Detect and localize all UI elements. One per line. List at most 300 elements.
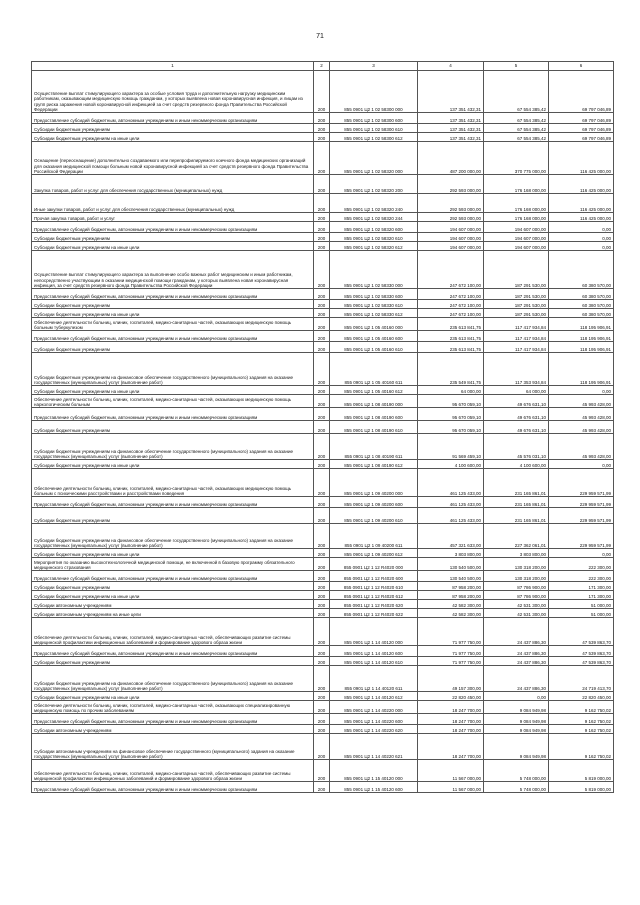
row-classification: 855 0901 Ц2 1 12 R4020 000 [330,558,418,571]
row-code: 200 [314,734,330,760]
row-description: Обеспечение деятельности больниц, клиник, госпиталей, медико-санитарных частей, оказывающих медицинскую помощь больным туберкулезом [32,318,314,331]
row-amount-remaining: 118 195 906,91 [549,331,614,342]
row-amount-executed: 176 168 000,00 [484,175,549,194]
row-classification: 855 0901 Ц2 1 14 40120 611 [330,666,418,692]
row-amount-executed: 187 291 530,00 [484,289,549,300]
row-description: Предоставление субсидий бюджетным, автономным учреждениям и иным некоммерческим организациям [32,331,314,342]
row-description: Предоставление субсидий бюджетным, автономным учреждениям и иным некоммерческим организациям [32,714,314,725]
row-amount-remaining: 45 993 428,00 [549,408,614,421]
table-row [32,395,614,408]
row-code: 200 [314,646,330,657]
row-amount-plan: 235 613 841,75 [418,342,484,353]
row-amount-remaining: 222 300,00 [549,571,614,582]
row-amount-remaining: 118 195 906,91 [549,318,614,331]
row-amount-executed: 187 291 530,00 [484,251,549,289]
row-amount-plan: 194 607 000,00 [418,222,484,233]
row-description: Предоставление субсидий бюджетным, автономным учреждениям и иным некоммерческим организациям [32,222,314,233]
row-amount-plan: 87 958 200,00 [418,591,484,600]
table-row [32,194,614,213]
column-header: 2 [314,62,330,71]
row-amount-plan: 64 000,00 [418,386,484,395]
row-description: Мероприятия по оказанию высокотехнологичной медицинской помощи, не включенной в базовую программу обязательного медицинского страхования [32,558,314,571]
row-classification: 855 0901 Ц2 1 12 R4020 622 [330,609,418,618]
row-amount-remaining: 45 993 428,00 [549,421,614,434]
row-code: 200 [314,434,330,460]
row-amount-remaining: 5 819 000,00 [549,782,614,793]
table-row [32,124,614,133]
row-description: Предоставление субсидий бюджетным, автономным учреждениям и иным некоммерческим организациям [32,113,314,124]
row-code: 200 [314,692,330,701]
row-amount-plan: 95 670 059,10 [418,408,484,421]
row-amount-executed: 49 676 631,10 [484,421,549,434]
row-amount-executed: 194 607 000,00 [484,222,549,233]
row-code: 200 [314,469,330,497]
row-amount-executed: 42 531 300,00 [484,609,549,618]
row-description: Осуществление выплат стимулирующего характера за особые условия труда и дополнительную нагрузку медицинским работникам, оказывающим медицинскую помощь гражданам, у которых выявлена новая коронавирусная инфекция, и лицам из групп риска заражения новой коронавирусной инфекцией за счет средств резервного фонда Правительства Российской Федерации [32,71,314,113]
row-classification: 855 0901 Ц2 1 02 58330 610 [330,300,418,309]
row-description: Предоставление субсидий бюджетным, автономным учреждениям и иным некоммерческим организациям [32,646,314,657]
row-code: 200 [314,782,330,793]
row-amount-plan: 95 670 059,10 [418,421,484,434]
row-classification: 855 0901 Ц2 1 05 40160 610 [330,342,418,353]
row-code: 200 [314,331,330,342]
row-amount-plan: 71 977 750,00 [418,657,484,666]
row-code: 200 [314,408,330,421]
row-amount-plan: 461 125 433,00 [418,508,484,524]
row-description: Субсидии бюджетным учреждениям на финансовое обеспечение государственного (муниципального) задания на оказание государственных (муниципальных) услуг (выполнение работ) [32,353,314,386]
row-classification: 855 0901 Ц2 1 08 40190 000 [330,395,418,408]
row-description: Субсидии бюджетным учреждениям на иные цели [32,591,314,600]
row-amount-plan: 22 820 450,00 [418,692,484,701]
row-classification: 855 0901 Ц2 1 02 58320 240 [330,194,418,213]
table-row [32,71,614,113]
row-description: Субсидии бюджетным учреждениям [32,508,314,524]
row-code: 200 [314,242,330,251]
table-row [32,408,614,421]
row-amount-executed: 231 165 861,01 [484,497,549,508]
row-amount-executed: 45 576 031,10 [484,434,549,460]
table-row [32,571,614,582]
row-amount-remaining: 60 380 570,00 [549,309,614,318]
row-code: 200 [314,309,330,318]
column-header: 6 [549,62,614,71]
row-classification: 855 0901 Ц2 1 12 R4020 600 [330,571,418,582]
row-classification: 855 0901 Ц2 1 02 58300 600 [330,113,418,124]
table-row [32,233,614,242]
row-code: 200 [314,591,330,600]
row-amount-plan: 42 582 300,00 [418,609,484,618]
row-code: 200 [314,142,330,175]
row-amount-executed: 117 417 934,84 [484,331,549,342]
table-row [32,113,614,124]
column-header: 4 [418,62,484,71]
row-description: Субсидии автономным учреждениям [32,725,314,734]
row-classification: 855 0901 Ц2 1 09 40200 611 [330,524,418,549]
row-classification: 855 0901 Ц2 1 09 40200 612 [330,549,418,558]
row-description: Субсидии бюджетным учреждениям на иные цели [32,242,314,251]
row-amount-remaining: 24 719 413,70 [549,666,614,692]
row-description: Обеспечение деятельности больниц, клиник, госпиталей, медико-санитарных частей, оказывающих специализированную медицинскую помощь по прочим заболеваниям [32,701,314,714]
row-description: Субсидии бюджетным учреждениям [32,421,314,434]
row-amount-remaining: 9 162 750,02 [549,734,614,760]
row-amount-executed: 49 676 631,10 [484,408,549,421]
row-amount-plan: 91 569 459,10 [418,434,484,460]
row-description: Предоставление субсидий бюджетным, автономным учреждениям и иным некоммерческим организациям [32,782,314,793]
row-amount-remaining: 116 425 000,00 [549,194,614,213]
row-description: Субсидии бюджетным учреждениям на финансовое обеспечение государственного (муниципального) задания на оказание государственных (муниципальных) услуг (выполнение работ) [32,666,314,692]
row-classification: 855 0901 Ц2 1 14 40220 600 [330,714,418,725]
row-amount-executed: 87 786 900,00 [484,582,549,591]
row-description: Обеспечение деятельности больниц, клиник, госпиталей, медико-санитарных частей, оказывающих медицинскую помощь больным с психическими расстройствами и расстройствами поведения [32,469,314,497]
table-row [32,309,614,318]
row-amount-remaining: 116 425 000,00 [549,142,614,175]
row-amount-plan: 4 100 600,00 [418,460,484,469]
row-amount-executed: 24 437 886,30 [484,646,549,657]
row-description: Осуществление выплат стимулирующего характера за выполнение особо важных работ медицинским и иным работникам, непосредственно участвующим в оказании медицинской помощи гражданам, у которых выявлена новая коронавирусная инфекция, за счет средств резервного фонда Правительства Российской Федерации [32,251,314,289]
budget-table [31,61,614,793]
row-classification: 855 0901 Ц2 1 15 40120 600 [330,782,418,793]
table-row [32,133,614,142]
row-amount-remaining: 116 425 000,00 [549,175,614,194]
row-code: 200 [314,524,330,549]
table-row [32,175,614,194]
table-row [32,582,614,591]
row-description: Предоставление субсидий бюджетным, автономным учреждениям и иным некоммерческим организациям [32,408,314,421]
row-amount-executed: 9 084 949,98 [484,734,549,760]
row-classification: 855 0901 Ц2 1 08 40190 610 [330,421,418,434]
row-amount-remaining: 60 380 570,00 [549,300,614,309]
row-amount-executed: 231 165 861,01 [484,508,549,524]
row-amount-executed: 9 084 949,98 [484,714,549,725]
row-amount-plan: 457 321 633,00 [418,524,484,549]
row-description: Субсидии бюджетным учреждениям на иные цели [32,133,314,142]
row-amount-executed: 24 437 886,30 [484,618,549,646]
row-classification: 855 0901 Ц2 1 09 40200 600 [330,497,418,508]
row-code: 200 [314,508,330,524]
row-description: Субсидии бюджетным учреждениям на иные цели [32,309,314,318]
row-code: 200 [314,460,330,469]
row-code: 200 [314,582,330,591]
row-description: Предоставление субсидий бюджетным, автономным учреждениям и иным некоммерческим организациям [32,571,314,582]
row-description: Субсидии бюджетным учреждениям на иные цели [32,692,314,701]
row-code: 200 [314,289,330,300]
table-row [32,591,614,600]
table-row [32,760,614,782]
table-row [32,469,614,497]
row-amount-executed: 370 775 000,00 [484,142,549,175]
table-row [32,142,614,175]
row-amount-executed: 87 786 900,00 [484,591,549,600]
row-amount-plan: 194 607 000,00 [418,242,484,251]
row-description: Субсидии бюджетным учреждениям на иные цели [32,460,314,469]
row-amount-remaining: 69 797 046,89 [549,71,614,113]
row-code: 200 [314,318,330,331]
row-amount-remaining: 47 539 863,70 [549,618,614,646]
row-amount-plan: 461 125 433,00 [418,497,484,508]
row-amount-executed: 24 437 886,30 [484,666,549,692]
table-row [32,434,614,460]
row-code: 200 [314,113,330,124]
row-code: 200 [314,497,330,508]
column-header: 3 [330,62,418,71]
row-amount-remaining: 0,00 [549,222,614,233]
row-amount-remaining: 229 959 571,99 [549,524,614,549]
row-description: Субсидии бюджетным учреждениям [32,582,314,591]
row-description: Субсидии бюджетным учреждениям [32,124,314,133]
table-header-row [32,62,614,71]
row-code: 200 [314,233,330,242]
row-amount-remaining: 47 539 863,70 [549,646,614,657]
row-amount-plan: 487 200 000,00 [418,142,484,175]
row-description: Субсидии бюджетным учреждениям на финансовое обеспечение государственного (муниципального) задания на оказание государственных (муниципальных) услуг (выполнение работ) [32,434,314,460]
row-classification: 855 0901 Ц2 1 08 40190 612 [330,460,418,469]
row-code: 200 [314,558,330,571]
table-row [32,342,614,353]
row-amount-plan: 137 351 432,31 [418,133,484,142]
row-description: Субсидии бюджетным учреждениям [32,342,314,353]
row-code: 200 [314,549,330,558]
row-amount-remaining: 229 959 571,99 [549,469,614,497]
row-amount-plan: 18 247 700,00 [418,714,484,725]
row-code: 200 [314,213,330,222]
row-amount-remaining: 9 162 750,02 [549,714,614,725]
row-description: Субсидии бюджетным учреждениям на иные цели [32,386,314,395]
row-amount-remaining: 171 300,00 [549,591,614,600]
row-code: 200 [314,222,330,233]
row-amount-plan: 247 672 100,00 [418,251,484,289]
row-amount-plan: 137 351 432,31 [418,124,484,133]
row-code: 200 [314,175,330,194]
row-amount-plan: 292 593 000,00 [418,213,484,222]
table-row [32,692,614,701]
table-row [32,558,614,571]
row-classification: 855 0901 Ц2 1 05 40160 611 [330,353,418,386]
row-amount-remaining: 22 820 450,00 [549,692,614,701]
row-description: Субсидии бюджетным учреждениям на иные цели [32,549,314,558]
row-code: 200 [314,124,330,133]
row-code: 200 [314,666,330,692]
row-code: 200 [314,760,330,782]
row-code: 200 [314,251,330,289]
row-classification: 855 0901 Ц2 1 05 40160 600 [330,331,418,342]
row-amount-executed: 117 353 934,84 [484,353,549,386]
row-description: Предоставление субсидий бюджетным, автономным учреждениям и иным некоммерческим организациям [32,289,314,300]
row-amount-remaining: 116 425 000,00 [549,213,614,222]
row-amount-plan: 42 582 300,00 [418,600,484,609]
row-amount-plan: 130 540 500,00 [418,571,484,582]
column-header: 5 [484,62,549,71]
row-classification: 855 0901 Ц2 1 08 40190 611 [330,434,418,460]
row-amount-remaining: 0,00 [549,386,614,395]
row-description: Обеспечение деятельности больниц, клиник, госпиталей, медико-санитарных частей, обеспечивающих развитие системы медицинской профилактики инфекционных заболеваний и формирование здорового образа жизни [32,760,314,782]
row-classification: 855 0901 Ц2 1 02 58320 244 [330,213,418,222]
row-amount-plan: 49 157 300,00 [418,666,484,692]
row-code: 200 [314,300,330,309]
row-classification: 855 0901 Ц2 1 12 R4020 620 [330,600,418,609]
row-code: 200 [314,421,330,434]
table-row [32,609,614,618]
row-description: Предоставление субсидий бюджетным, автономным учреждениям и иным некоммерческим организациям [32,497,314,508]
row-amount-remaining: 47 539 863,70 [549,657,614,666]
table-row [32,549,614,558]
row-amount-remaining: 0,00 [549,460,614,469]
row-amount-plan: 18 247 700,00 [418,701,484,714]
row-description: Прочая закупка товаров, работ и услуг [32,213,314,222]
table-row [32,524,614,549]
row-amount-plan: 461 125 433,00 [418,469,484,497]
row-classification: 855 0901 Ц2 1 14 40120 000 [330,618,418,646]
row-amount-executed: 67 554 385,42 [484,71,549,113]
row-amount-executed: 42 531 300,00 [484,600,549,609]
row-amount-executed: 130 318 200,00 [484,558,549,571]
row-amount-remaining: 229 959 571,99 [549,497,614,508]
row-description: Обеспечение деятельности больниц, клиник, госпиталей, медико-санитарных частей, обеспечивающих развитие системы медицинской профилактики инфекционных заболеваний и формирование здорового образа жизни [32,618,314,646]
row-classification: 855 0901 Ц2 1 08 40190 600 [330,408,418,421]
row-amount-executed: 117 417 934,84 [484,342,549,353]
row-classification: 855 0901 Ц2 1 02 58320 610 [330,233,418,242]
row-classification: 855 0901 Ц2 1 02 58320 200 [330,175,418,194]
row-description: Субсидии бюджетным учреждениям на финансовое обеспечение государственного (муниципального) задания на оказание государственных (муниципальных) услуг (выполнение работ) [32,524,314,549]
table-row [32,734,614,760]
row-amount-plan: 18 247 700,00 [418,725,484,734]
row-amount-executed: 67 554 385,42 [484,133,549,142]
row-amount-remaining: 45 993 428,00 [549,395,614,408]
row-classification: 855 0901 Ц2 1 02 58300 610 [330,124,418,133]
table-row [32,222,614,233]
row-code: 200 [314,395,330,408]
column-header: 1 [32,62,314,71]
row-amount-plan: 247 672 100,00 [418,289,484,300]
row-amount-plan: 87 958 200,00 [418,582,484,591]
table-row [32,242,614,251]
row-amount-remaining: 5 819 000,00 [549,760,614,782]
row-amount-remaining: 171 300,00 [549,582,614,591]
row-amount-remaining: 229 959 571,99 [549,508,614,524]
table-row [32,318,614,331]
table-row [32,701,614,714]
table-row [32,725,614,734]
row-description: Закупка товаров, работ и услуг для обеспечения государственных (муниципальных) нужд [32,175,314,194]
row-classification: 855 0901 Ц2 1 12 R4020 610 [330,582,418,591]
row-code: 200 [314,133,330,142]
row-amount-executed: 3 803 800,00 [484,549,549,558]
row-amount-executed: 67 554 385,42 [484,113,549,124]
row-code: 200 [314,342,330,353]
table-row [32,213,614,222]
row-amount-executed: 64 000,00 [484,386,549,395]
table-row [32,646,614,657]
row-classification: 855 0901 Ц2 1 14 40220 000 [330,701,418,714]
row-amount-executed: 176 168 000,00 [484,213,549,222]
row-amount-executed: 176 168 000,00 [484,194,549,213]
row-amount-plan: 18 247 700,00 [418,734,484,760]
row-classification: 855 0901 Ц2 1 02 58300 612 [330,133,418,142]
row-amount-remaining: 0,00 [549,233,614,242]
table-row [32,508,614,524]
row-classification: 855 0901 Ц2 1 12 R4020 612 [330,591,418,600]
row-amount-executed: 4 100 600,00 [484,460,549,469]
table-row [32,666,614,692]
row-amount-executed: 231 165 861,01 [484,469,549,497]
row-amount-plan: 194 607 000,00 [418,233,484,242]
row-classification: 855 0901 Ц2 1 02 58300 000 [330,71,418,113]
row-amount-executed: 9 084 949,98 [484,725,549,734]
row-classification: 855 0901 Ц2 1 14 40220 621 [330,734,418,760]
row-amount-executed: 117 417 934,84 [484,318,549,331]
row-code: 200 [314,657,330,666]
table-row [32,657,614,666]
row-amount-executed: 194 607 000,00 [484,233,549,242]
table-row [32,600,614,609]
row-amount-executed: 187 291 530,00 [484,309,549,318]
row-amount-plan: 235 549 841,75 [418,353,484,386]
table-row [32,386,614,395]
row-amount-plan: 95 670 059,10 [418,395,484,408]
row-amount-plan: 247 672 100,00 [418,300,484,309]
row-amount-remaining: 69 797 046,89 [549,113,614,124]
row-description: Субсидии автономным учреждениям [32,600,314,609]
row-description: Субсидии бюджетным учреждениям [32,300,314,309]
table-row [32,460,614,469]
row-amount-executed: 24 437 886,30 [484,657,549,666]
row-description: Субсидии автономным учреждениям на иные цели [32,609,314,618]
row-description: Иные закупки товаров, работ и услуг для обеспечения государственных (муниципальных) нужд [32,194,314,213]
row-classification: 855 0901 Ц2 1 15 40120 000 [330,760,418,782]
row-code: 200 [314,618,330,646]
row-code: 200 [314,725,330,734]
row-classification: 855 0901 Ц2 1 02 58320 600 [330,222,418,233]
table-row [32,497,614,508]
row-classification: 855 0901 Ц2 1 05 40160 612 [330,386,418,395]
table-row [32,251,614,289]
row-classification: 855 0901 Ц2 1 02 58320 000 [330,142,418,175]
row-amount-plan: 11 567 000,00 [418,760,484,782]
table-row [32,618,614,646]
row-description: Субсидии бюджетным учреждениям [32,657,314,666]
row-amount-remaining: 0,00 [549,549,614,558]
row-code: 200 [314,386,330,395]
row-classification: 855 0901 Ц2 1 02 58330 612 [330,309,418,318]
table-row [32,353,614,386]
table-row [32,289,614,300]
row-amount-remaining: 51 000,00 [549,609,614,618]
table-row [32,421,614,434]
row-amount-remaining: 69 797 046,89 [549,133,614,142]
row-code: 200 [314,194,330,213]
row-classification: 855 0901 Ц2 1 02 58320 612 [330,242,418,251]
row-amount-executed: 9 084 949,98 [484,701,549,714]
table-body [32,71,614,793]
row-code: 200 [314,353,330,386]
row-amount-remaining: 9 162 750,02 [549,701,614,714]
table-row [32,714,614,725]
page-number: 71 [316,33,324,40]
row-amount-plan: 137 351 432,31 [418,71,484,113]
row-amount-plan: 235 613 841,75 [418,318,484,331]
row-amount-remaining: 60 380 570,00 [549,251,614,289]
row-code: 200 [314,609,330,618]
row-amount-executed: 49 676 631,10 [484,395,549,408]
row-amount-executed: 67 554 385,42 [484,124,549,133]
row-classification: 855 0901 Ц2 1 02 58330 600 [330,289,418,300]
row-description: Субсидии автономным учреждениям на финансовое обеспечение государственного (муниципального) задания на оказание государственных (муниципальных) услуг (выполнение работ) [32,734,314,760]
row-amount-remaining: 9 162 750,02 [549,725,614,734]
row-amount-plan: 130 540 500,00 [418,558,484,571]
row-amount-remaining: 0,00 [549,242,614,251]
row-code: 200 [314,701,330,714]
row-amount-remaining: 45 993 428,00 [549,434,614,460]
row-amount-plan: 235 613 841,75 [418,331,484,342]
